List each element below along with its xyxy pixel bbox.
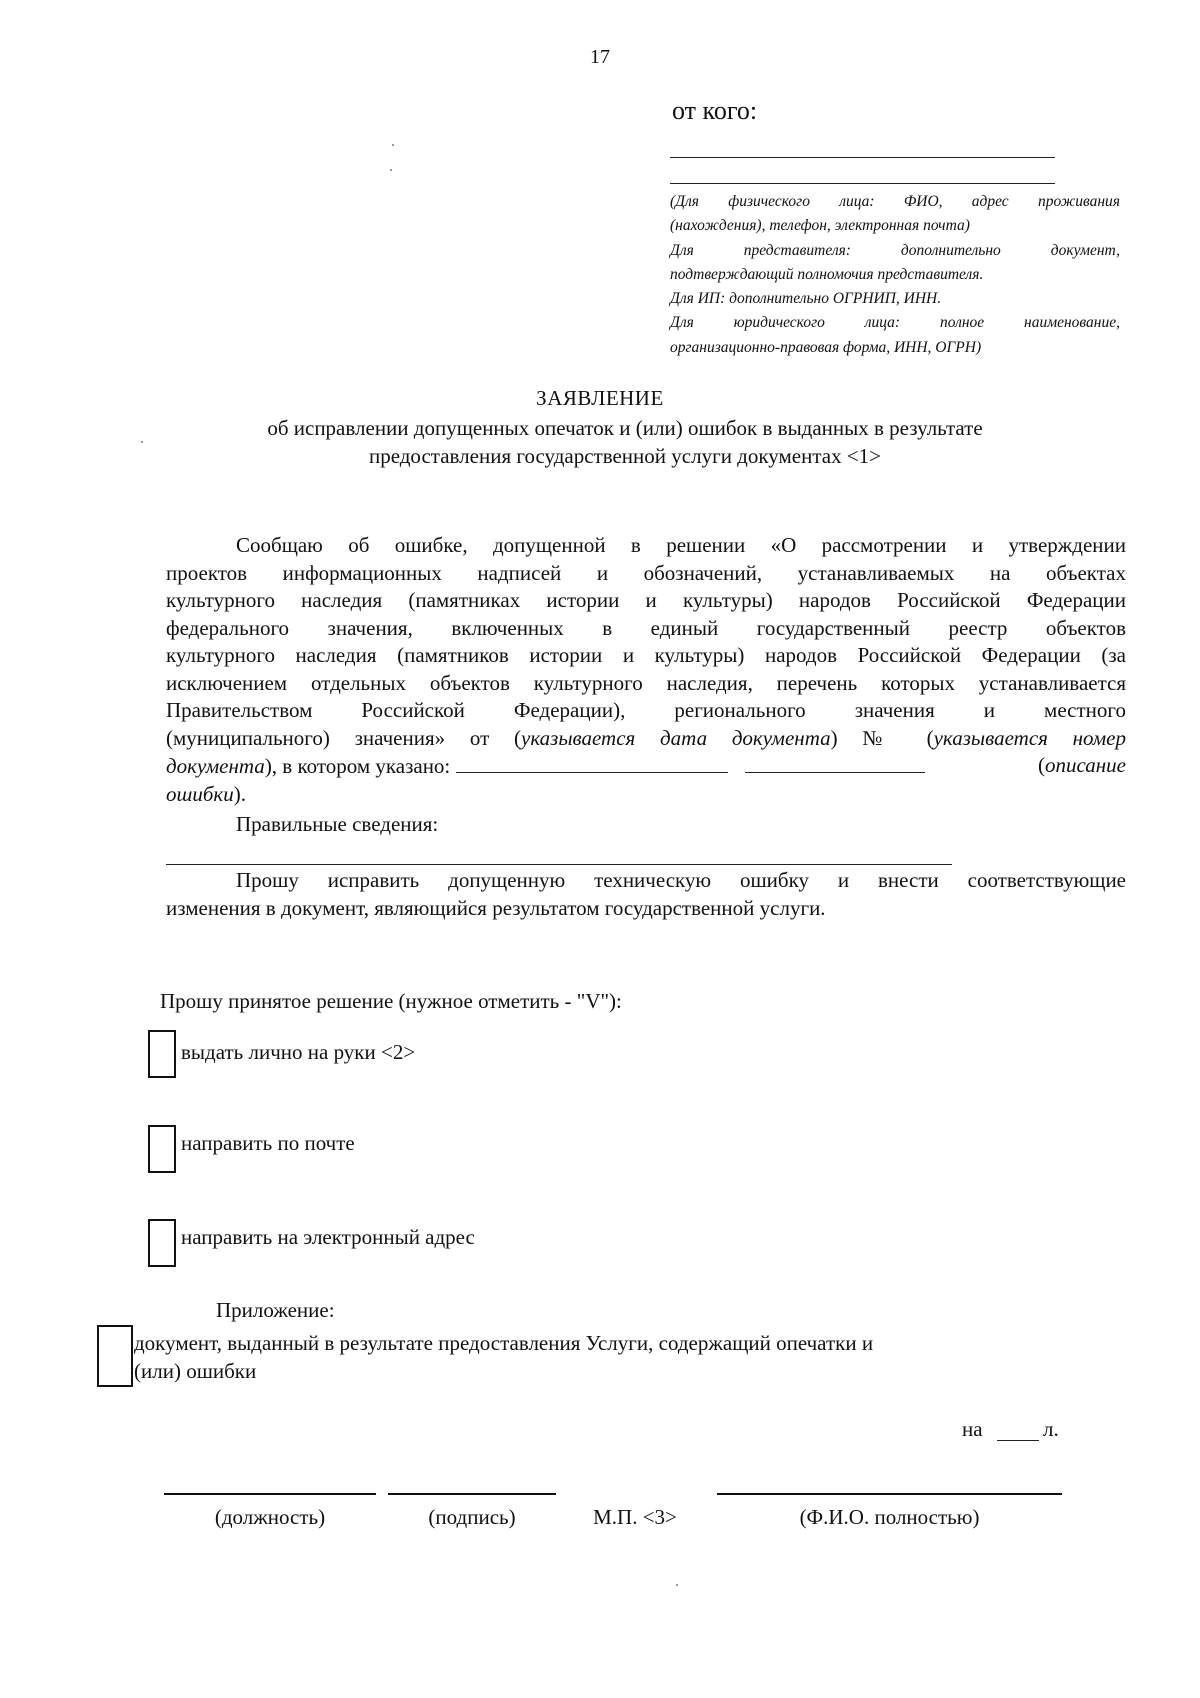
error-text-input[interactable]	[456, 752, 728, 773]
scan-speck	[390, 169, 392, 171]
note-line: подтверждающий полномочия представителя.	[670, 265, 984, 283]
statement-text: (муниципального) значения» от (	[166, 725, 521, 750]
email-option-label: направить на электронный адрес	[181, 1225, 475, 1249]
statement-line: Сообщаю об ошибке, допущенной в решении «О рассмотрении и утверждении	[236, 533, 1126, 557]
request-line: Прошу исправить допущенную техническую ошибку и внести соответствующие	[236, 868, 1126, 892]
note-line: организационно-правовая форма, ИНН, ОГРН)	[670, 338, 982, 356]
document-subtitle	[185, 414, 1065, 470]
full-name-line[interactable]	[717, 1493, 1062, 1495]
document-number-hint-cont: документа	[166, 754, 265, 778]
scan-speck	[141, 441, 143, 443]
position-caption: (должность)	[214, 1505, 326, 1529]
attachment-line: (или) ошибки	[134, 1358, 257, 1383]
note-line: (Для физического лица: ФИО, адрес проживания	[670, 193, 1120, 210]
error-description-hint	[1038, 752, 1126, 780]
subtitle-line-2: предоставления государственной услуги документах <1>	[368, 444, 882, 468]
error-text-input-2[interactable]	[745, 752, 925, 773]
statement-text: ) № (	[830, 725, 934, 750]
signature-caption: (подпись)	[428, 1505, 516, 1529]
pages-count-prefix: на	[962, 1417, 983, 1441]
note-line: Для юридического лица: полное наименование,	[670, 314, 1120, 332]
scan-speck	[676, 1584, 678, 1586]
statement-text: ).	[233, 781, 246, 806]
statement-text: ), в котором указано:	[264, 754, 451, 778]
statement-line: культурного наследия (памятниках истории и культуры) народов Российской Федерации	[166, 588, 1126, 612]
statement-line: исключением отдельных объектов культурного наследия, перечень которых устанавливается	[166, 670, 1126, 695]
subtitle-line-1: об исправлении допущенных опечаток и (или) ошибок в выданных в результате	[267, 416, 983, 440]
stamp-caption: М.П. <3>	[593, 1505, 677, 1529]
correct-info-label: Правильные сведения:	[236, 812, 439, 836]
signature-line[interactable]	[388, 1493, 556, 1495]
document-title: ЗАЯВЛЕНИЕ	[536, 386, 664, 410]
pages-count-input[interactable]	[997, 1440, 1039, 1441]
position-line[interactable]	[164, 1493, 376, 1495]
note-line: Для представителя: дополнительно документ,	[670, 241, 1120, 259]
from-input-line-2[interactable]	[670, 183, 1055, 184]
email-checkbox[interactable]	[148, 1219, 176, 1267]
statement-line: проектов информационных надписей и обозначений, устанавливаемых на объектах	[166, 560, 1126, 585]
statement-line	[166, 725, 1126, 753]
page-number: 17	[590, 46, 610, 68]
document-date-hint: указывается дата документа	[521, 725, 831, 750]
error-statement	[166, 532, 1126, 808]
note-line: Для ИП: дополнительно ОГРНИП, ИНН.	[670, 290, 942, 308]
statement-line	[166, 752, 1126, 781]
note-line: (нахождения), телефон, электронная почта)	[670, 217, 970, 235]
document-number-hint: указывается номер	[933, 725, 1126, 750]
statement-line: культурного наследия (памятников истории и культуры) народов Российской Федерации (за	[166, 643, 1126, 667]
decision-prompt: Прошу принятое решение (нужное отметить - "V"):	[160, 989, 622, 1013]
attachment-line: документ, выданный в результате предоставления Услуги, содержащий опечатки и	[134, 1331, 874, 1355]
attachment-heading: Приложение:	[216, 1298, 335, 1322]
statement-line: федерального значения, включенных в единый государственный реестр объектов	[166, 615, 1126, 640]
attachment-checkbox[interactable]	[97, 1325, 133, 1387]
handover-checkbox[interactable]	[148, 1030, 176, 1078]
correction-request	[166, 867, 1126, 922]
full-name-caption: (Ф.И.О. полностью)	[799, 1505, 980, 1529]
from-label: от кого:	[672, 96, 758, 125]
pages-count-suffix: л.	[1043, 1417, 1059, 1441]
attachment-description	[134, 1330, 1034, 1385]
statement-line: Правительством Российской Федерации), регионального значения и местного	[166, 698, 1126, 722]
error-description-label: описание	[1044, 753, 1126, 777]
from-input-line-1[interactable]	[670, 157, 1055, 158]
paren: (	[1037, 753, 1045, 777]
mail-option-label: направить по почте	[181, 1131, 355, 1155]
scan-speck	[392, 144, 394, 146]
request-line: изменения в документ, являющийся результатом государственной услуги.	[166, 895, 826, 920]
handover-option-label: выдать лично на руки <2>	[181, 1040, 416, 1064]
statement-line	[166, 781, 1126, 809]
applicant-instructions	[670, 190, 1120, 360]
mail-checkbox[interactable]	[148, 1125, 176, 1173]
correct-info-input-line[interactable]	[166, 864, 952, 865]
error-description-label-cont: ошибки	[166, 781, 234, 806]
